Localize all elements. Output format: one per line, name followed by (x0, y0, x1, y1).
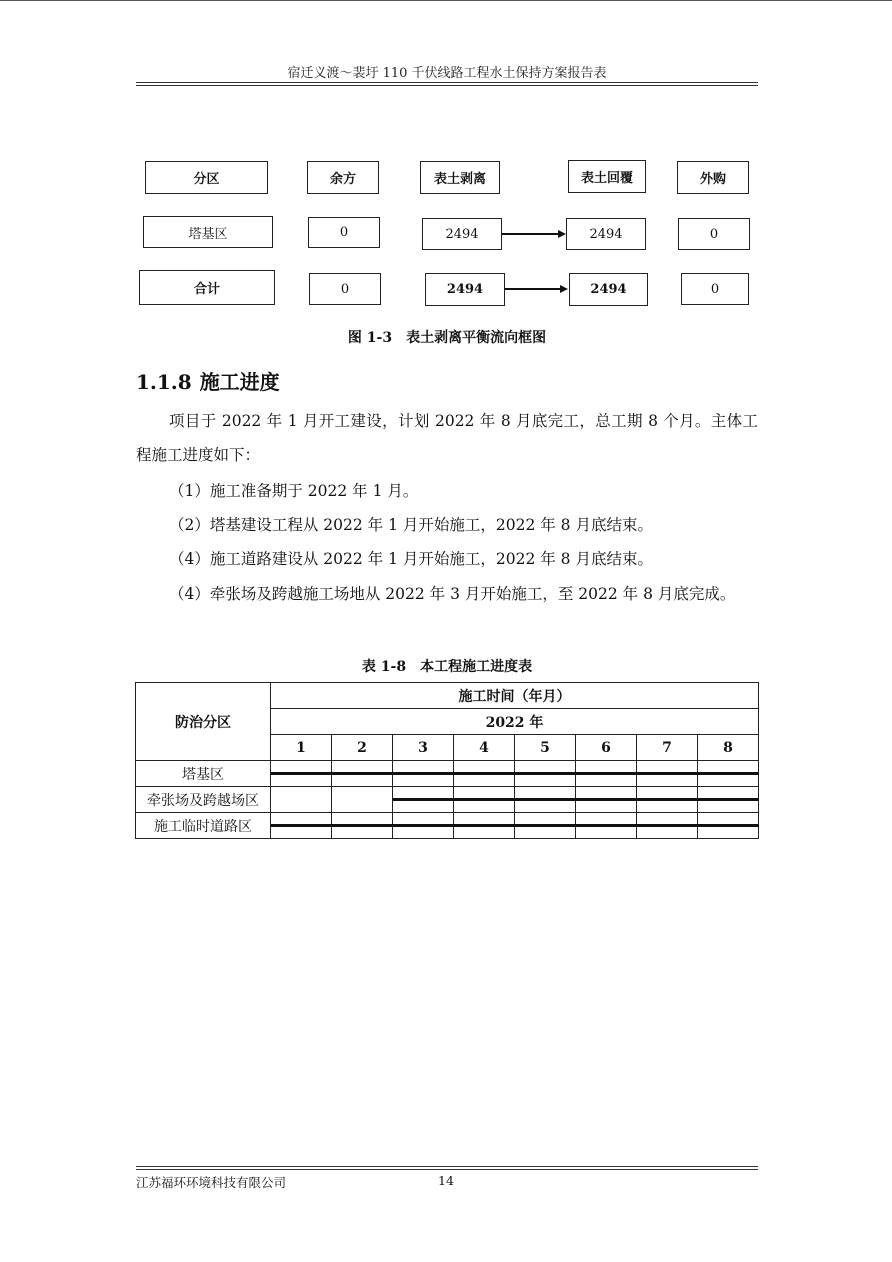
table-header-row (136, 683, 759, 709)
gantt-bar (271, 824, 759, 827)
flow-total-label: 合计 (139, 270, 275, 305)
body-paragraph: （1）施工准备期于 2022 年 1 月。 (169, 482, 419, 500)
footer-company: 江苏福环环境科技有限公司 (136, 1175, 287, 1190)
body-paragraph: （4）牵张场及跨越施工场地从 2022 年 3 月开始施工，至 2022 年 8 月底完成。 (169, 585, 736, 603)
section-number: 1.1.8 (136, 370, 192, 394)
month-header-cell: 3 (393, 735, 454, 761)
gantt-cell (271, 787, 332, 813)
month-header-cell: 7 (637, 735, 698, 761)
flow-total-surplus: 0 (309, 273, 381, 305)
header-rule-double (136, 85, 758, 86)
year-header-cell: 2022 年 (271, 709, 759, 735)
body-paragraph: （2）塔基建设工程从 2022 年 1 月开始施工，2022 年 8 月底结束。 (169, 516, 653, 534)
flow-total-stripping: 2494 (425, 273, 505, 306)
figure-caption: 图 1-3 表土剥离平衡流向框图 (347, 330, 547, 346)
month-header-cell: 5 (515, 735, 576, 761)
flow-stripping-cell: 2494 (422, 218, 502, 250)
footer-rule-double (136, 1169, 758, 1170)
zone-cell: 施工临时道路区 (136, 813, 271, 839)
flow-header-zone: 分区 (145, 161, 268, 194)
gantt-bar (271, 772, 759, 775)
month-header-cell: 8 (698, 735, 759, 761)
flow-purchased-cell: 0 (678, 218, 750, 250)
month-header-cell: 6 (576, 735, 637, 761)
flow-header-purchased: 外购 (677, 161, 749, 194)
footer-rule (136, 1166, 758, 1167)
flow-header-stripping: 表土剥离 (420, 161, 500, 194)
schedule-table (135, 682, 759, 839)
running-header-title: 宿迁义渡～裴圩 110 千伏线路工程水土保持方案报告表 (287, 66, 607, 81)
flow-arrow-head (558, 230, 566, 238)
page-number: 14 (438, 1173, 454, 1188)
table-caption: 表 1-8 本工程施工进度表 (361, 659, 533, 675)
section-heading (136, 366, 280, 395)
month-header-cell: 1 (271, 735, 332, 761)
flow-backfill-cell: 2494 (566, 218, 646, 250)
flow-arrow-line (505, 288, 561, 290)
flow-header-surplus: 余方 (307, 161, 379, 194)
header-rule (136, 82, 758, 83)
gantt-bar (393, 798, 759, 801)
page-top-border (0, 0, 892, 1)
flow-header-backfill: 表土回覆 (568, 160, 646, 193)
body-paragraph: （4）施工道路建设从 2022 年 1 月开始施工，2022 年 8 月底结束。 (169, 550, 653, 568)
flow-total-purchased: 0 (681, 273, 749, 305)
flow-zone-cell: 塔基区 (143, 216, 273, 248)
month-header-cell: 4 (454, 735, 515, 761)
section-title: 施工进度 (199, 370, 280, 394)
flow-surplus-cell: 0 (308, 217, 380, 248)
body-paragraph: 项目于 2022 年 1 月开工建设，计划 2022 年 8 月底完工，总工期 8 个月。主体工程施工进度如下： (136, 412, 758, 464)
flow-total-backfill: 2494 (569, 273, 648, 306)
month-header-cell: 2 (332, 735, 393, 761)
gantt-cell (332, 787, 393, 813)
flow-arrow-line (502, 233, 559, 235)
zone-header-cell: 防治分区 (136, 683, 271, 761)
time-header-cell: 施工时间（年月） (271, 683, 759, 709)
zone-cell: 牵张场及跨越场区 (136, 787, 271, 813)
flow-arrow-head (560, 285, 568, 293)
zone-cell: 塔基区 (136, 761, 271, 787)
